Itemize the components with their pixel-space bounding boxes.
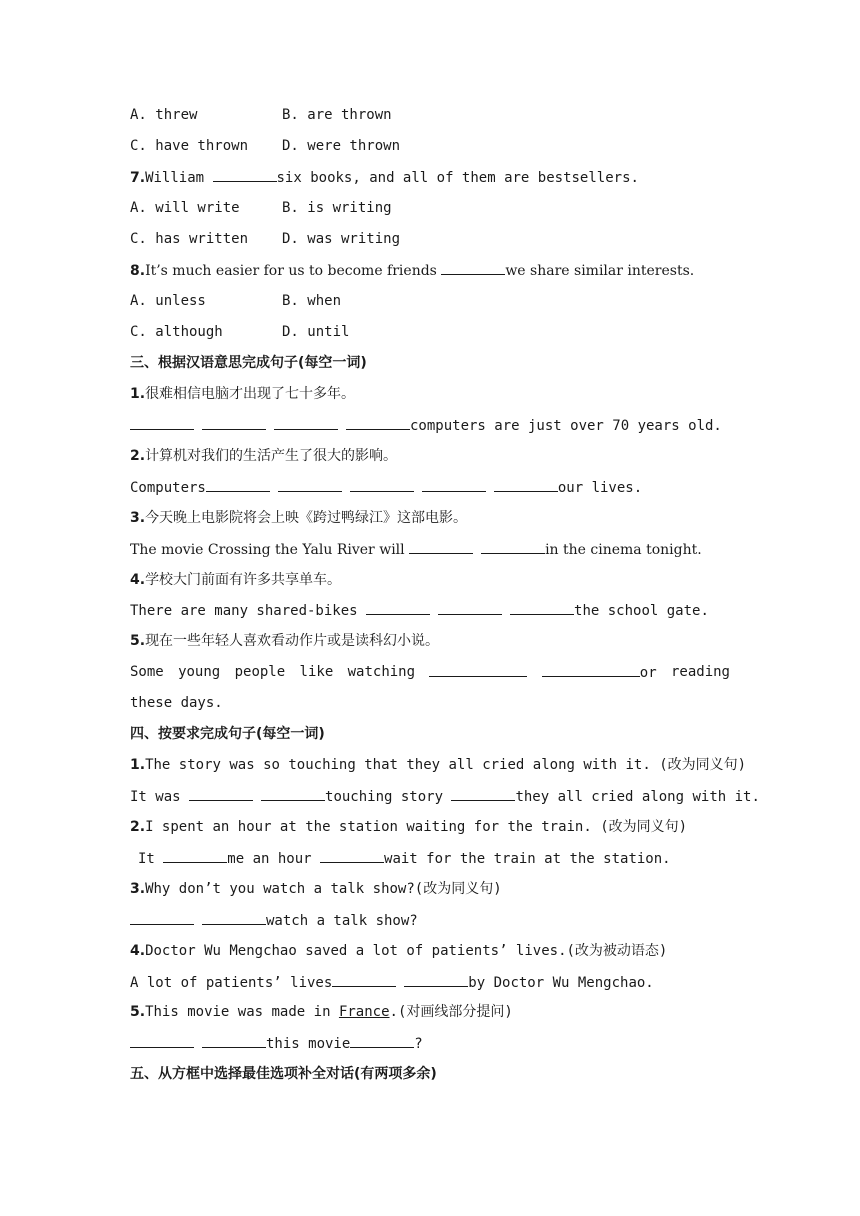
s3-item5-word-5: watching [347, 664, 416, 680]
s4-item1-text-post: they all cried along with it. [515, 789, 760, 805]
s3-item1-blank-2[interactable] [202, 415, 266, 430]
s3-item3-chinese [130, 508, 730, 528]
s3-item1-text-post: computers are just over 70 years old. [410, 418, 722, 434]
s4-item4-blank-2[interactable] [404, 972, 468, 987]
s3-item1-blank-1[interactable] [130, 415, 194, 430]
s4-item3-text-post: watch a talk show? [266, 913, 418, 929]
q7-option-b: B. is writing [282, 200, 392, 216]
s3-item1-blank-4[interactable] [346, 415, 410, 430]
section3-heading: 三、根据汉语意思完成句子(每空一词) [130, 355, 367, 371]
s3-item4-blank-1[interactable] [366, 600, 430, 615]
s3-item1-blank-3[interactable] [274, 415, 338, 430]
s4-item5-answer [130, 1033, 730, 1054]
s3-item5-number: 5. [130, 633, 146, 649]
s4-item2-text-post: wait for the train at the station. [384, 851, 671, 867]
s4-item1-blank-3[interactable] [451, 786, 515, 801]
s3-item2-text-post: our lives. [557, 480, 643, 496]
s4-item2-number: 2. [130, 819, 146, 835]
q8-option-b: B. when [282, 293, 342, 309]
q7-text-pre: William [145, 170, 213, 186]
s4-item5-blank-1[interactable] [130, 1033, 194, 1048]
section5-heading: 五、从方框中选择最佳选项补全对话(有两项多余) [130, 1066, 437, 1082]
s3-item4-text-post: the school gate. [574, 603, 709, 619]
s3-item5-blank-1[interactable] [429, 662, 527, 677]
s4-item2-question [130, 817, 730, 837]
s3-item5-word-2: young [178, 664, 221, 680]
s4-item1-number: 1. [130, 757, 146, 773]
s3-item3-text-post: in the cinema tonight. [545, 542, 702, 558]
s4-item5-text-mid: this movie [266, 1036, 351, 1052]
s4-item5-question-post: .(对画线部分提问) [389, 1004, 513, 1020]
s4-item1-text-pre: It was [130, 789, 190, 805]
s3-item3-blank-1[interactable] [409, 539, 473, 554]
s4-item5-blank-2[interactable] [202, 1033, 266, 1048]
s3-item3-text-pre: The movie Crossing the Yalu River will [130, 542, 410, 558]
s4-item3-blank-2[interactable] [202, 910, 266, 925]
s3-item3-answer [130, 539, 730, 560]
q8-blank[interactable] [441, 260, 505, 275]
s3-item5-word-6: or [639, 665, 657, 681]
q7-option-c: C. has written [130, 231, 249, 247]
s4-item4-text-pre: A lot of patients’ lives [130, 975, 333, 991]
s4-item4-question [130, 941, 730, 961]
q8-option-c: C. although [130, 324, 223, 340]
q7-blank[interactable] [213, 167, 277, 182]
s4-item3-question [130, 879, 730, 899]
s4-item2-blank-2[interactable] [320, 848, 384, 863]
s4-item4-question-text: Doctor Wu Mengchao saved a lot of patients’ lives.(改为被动语态) [145, 943, 668, 959]
s4-item5-underlined-word: France [338, 1004, 390, 1020]
s4-item1-text-mid: touching story [325, 789, 452, 805]
s3-item2-blank-3[interactable] [350, 477, 414, 492]
s3-item3-cn-text: 今天晚上电影院将会上映《跨过鸭绿江》这部电影。 [145, 510, 468, 526]
s3-item5-blank-2[interactable] [542, 662, 640, 677]
q7-option-d: D. was writing [282, 231, 401, 247]
s4-item5-text-post: ? [414, 1036, 423, 1052]
s4-item2-question-text: I spent an hour at the station waiting for the train. (改为同义句) [145, 819, 688, 835]
s4-item4-blank-1[interactable] [332, 972, 396, 987]
s4-item1-question-text: The story was so touching that they all cried along with it. (改为同义句) [145, 757, 747, 773]
s3-item4-number: 4. [130, 572, 146, 588]
q6-option-a: A. threw [130, 107, 198, 123]
s4-item2-blank-1[interactable] [163, 848, 227, 863]
s3-item5-continuation: these days. [130, 695, 223, 711]
q7-question [130, 167, 730, 188]
section4-heading: 四、按要求完成句子(每空一词) [130, 726, 325, 742]
s4-item4-text-post: by Doctor Wu Mengchao. [468, 975, 654, 991]
q8-option-d: D. until [282, 324, 350, 340]
s3-item2-answer [130, 477, 730, 498]
s3-item3-number: 3. [130, 510, 146, 526]
s3-item4-cn-text: 学校大门前面有许多共享单车。 [145, 572, 342, 588]
s4-item1-blank-1[interactable] [189, 786, 253, 801]
s3-item2-number: 2. [130, 448, 146, 464]
s3-item1-chinese [130, 384, 730, 404]
s4-item1-question [130, 755, 747, 775]
s3-item4-text-pre: There are many shared-bikes [130, 603, 367, 619]
s3-item1-cn-text: 很难相信电脑才出现了七十多年。 [145, 386, 356, 402]
s4-item4-answer [130, 972, 730, 993]
s3-item5-word-3: people [234, 664, 286, 680]
s3-item3-blank-2[interactable] [481, 539, 545, 554]
q8-text-post: we share similar interests. [505, 263, 695, 279]
s3-item1-number: 1. [130, 386, 146, 402]
s4-item5-blank-3[interactable] [350, 1033, 414, 1048]
s4-item3-blank-1[interactable] [130, 910, 194, 925]
s3-item5-answer [130, 662, 730, 683]
q8-option-a: A. unless [130, 293, 206, 309]
q8-text-pre: It’s much easier for us to become friends [145, 263, 442, 279]
s4-item2-answer [138, 848, 738, 869]
q6-option-c: C. have thrown [130, 138, 249, 154]
s3-item4-blank-2[interactable] [438, 600, 502, 615]
s4-item5-question [130, 1002, 730, 1022]
s4-item1-answer [130, 786, 760, 807]
s3-item2-blank-4[interactable] [422, 477, 486, 492]
q6-option-d: D. were thrown [282, 138, 401, 154]
s4-item5-number: 5. [130, 1004, 146, 1020]
s4-item3-number: 3. [130, 881, 146, 897]
q7-text-post: six books, and all of them are bestsellers. [276, 170, 639, 186]
s4-item5-question-pre: This movie was made in [145, 1004, 339, 1020]
s3-item5-word-1: Some [130, 664, 164, 680]
s3-item5-cn-text: 现在一些年轻人喜欢看动作片或是读科幻小说。 [145, 633, 440, 649]
s4-item3-answer [130, 910, 730, 931]
q7-number: 7. [130, 170, 146, 186]
s3-item4-blank-3[interactable] [510, 600, 574, 615]
s4-item2-text-mid: me an hour [227, 851, 321, 867]
q7-option-a: A. will write [130, 200, 240, 216]
s3-item2-blank-5[interactable] [494, 477, 558, 492]
s3-item2-chinese [130, 446, 730, 466]
s4-item2-text-pre: It [138, 851, 164, 867]
s3-item2-text-pre: Computers [130, 480, 206, 496]
s4-item1-blank-2[interactable] [261, 786, 325, 801]
s3-item5-word-7: reading [670, 664, 730, 680]
s3-item4-answer [130, 600, 730, 621]
s3-item5-chinese [130, 631, 730, 651]
s3-item2-blank-1[interactable] [206, 477, 270, 492]
s3-item5-word-4: like [299, 664, 334, 680]
q8-question [130, 260, 730, 281]
s3-item1-answer [130, 415, 730, 436]
s4-item3-question-text: Why don’t you watch a talk show?(改为同义句) [145, 881, 502, 897]
q6-option-b: B. are thrown [282, 107, 392, 123]
q8-number: 8. [130, 263, 146, 279]
s3-item2-cn-text: 计算机对我们的生活产生了很大的影响。 [145, 448, 398, 464]
s4-item4-number: 4. [130, 943, 146, 959]
s3-item4-chinese [130, 570, 730, 590]
s3-item2-blank-2[interactable] [278, 477, 342, 492]
